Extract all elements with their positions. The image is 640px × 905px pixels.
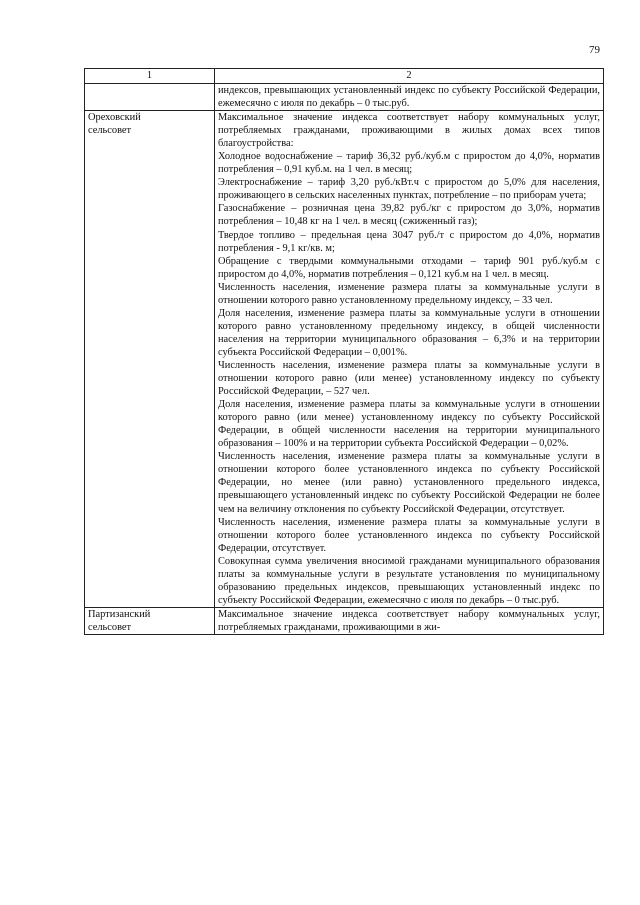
paragraph: Обращение с твердыми коммунальными отходами – тариф 901 руб./куб.м с приростом до 4,0%, норматив потребления – 0,121 куб.м на 1 чел. в месяц. [218, 255, 600, 280]
table-header-row [85, 69, 604, 84]
table-row [85, 111, 604, 608]
municipal-index-table [84, 68, 604, 635]
municipality-name-line: Партизанский [88, 608, 151, 620]
paragraph: индексов, превышающих установленный индекс по субъекту Российской Федерации, ежемесячно с июля по декабрь – 0 тыс.руб. [218, 85, 600, 110]
paragraph: Численность населения, изменение размера платы за коммунальные услуги в отношении которого равно (или менее) установленному индексу по субъекту Российской Федерации, – 527 чел. [218, 359, 600, 398]
municipality-name-cell [85, 607, 215, 634]
municipality-name-line: сельсовет [88, 621, 132, 633]
paragraph: Газоснабжение – розничная цена 39,82 руб./кг с приростом до 3,0%, норматив потребления – 10,48 кг на 1 чел. в месяц (сжиженный газ); [218, 203, 600, 228]
paragraph: Доля населения, изменение размера платы за коммунальные услуги в отношении которого равно установленному предельному индексу, в общей численности населения на территории муниципального образования – 6,3% и на территории субъекта Российской Федерации – 0,001%. [218, 307, 600, 358]
index-description-cell [215, 84, 604, 111]
index-description-cell [215, 111, 604, 608]
paragraph: Численность населения, изменение размера платы за коммунальные услуги в отношении которого более установленного индекса по субъекту Российской Федерации, но менее (или равно) установленного предельного индекса, превышающего установленный индекс по субъекту Российской Федерации не более чем на величину отклонения по субъекту Российской Федерации, отсутствует. [218, 451, 600, 515]
column-number-2: 2 [215, 69, 604, 84]
paragraph: Максимальное значение индекса соответствует набору коммунальных услуг, потребляемых гражданами, проживающими в жилых домах всех типов благоустройства: [218, 112, 600, 150]
municipality-name-cell [85, 111, 215, 608]
municipality-name-line: Ореховский [88, 112, 141, 124]
paragraph: Максимальное значение индекса соответствует набору коммунальных услуг, потребляемых гражданами, проживающими в жи- [218, 608, 600, 633]
table-row [85, 607, 604, 634]
column-number-1: 1 [85, 69, 215, 84]
paragraph: Численность населения, изменение размера платы за коммунальные услуги в отношении которого равно установленному предельному индексу, – 33 чел. [218, 281, 600, 306]
paragraph: Холодное водоснабжение – тариф 36,32 руб./куб.м с приростом до 4,0%, норматив потребления – 0,91 куб.м. на 1 чел. в месяц; [218, 151, 600, 176]
paragraph: Твердое топливо – предельная цена 3047 руб./т с приростом до 4,0%, норматив потребления - 9,1 кг/кв. м; [218, 229, 600, 254]
index-description-cell [215, 607, 604, 634]
paragraph: Совокупная сумма увеличения вносимой гражданами муниципального образования платы за коммунальные услуги в результате установления по муниципальному образованию предельных индексов, превышающих установленный индекс по субъекту Российской Федерации, ежемесячно с июля по декабрь – 0 тыс.руб. [218, 555, 600, 606]
paragraph: Доля населения, изменение размера платы за коммунальные услуги в отношении которого равно (или менее) установленному индексу по субъекту Российской Федерации, в общей численности населения на территории муниципального образования – 100% и на территории субъекта Российской Федерации – 0,02%. [218, 399, 600, 450]
page-number: 79 [589, 44, 600, 56]
paragraph: Электроснабжение – тариф 3,20 руб./кВт.ч с приростом до 5,0% для населения, проживающего в сельских населенных пунктах, потребление – по приборам учета; [218, 177, 600, 202]
municipality-name-cell [85, 84, 215, 111]
municipality-name-line: сельсовет [88, 125, 132, 137]
table-row [85, 84, 604, 111]
paragraph: Численность населения, изменение размера платы за коммунальные услуги в отношении которого более установленного индекса по субъекту Российской Федерации, отсутствует. [218, 516, 600, 554]
